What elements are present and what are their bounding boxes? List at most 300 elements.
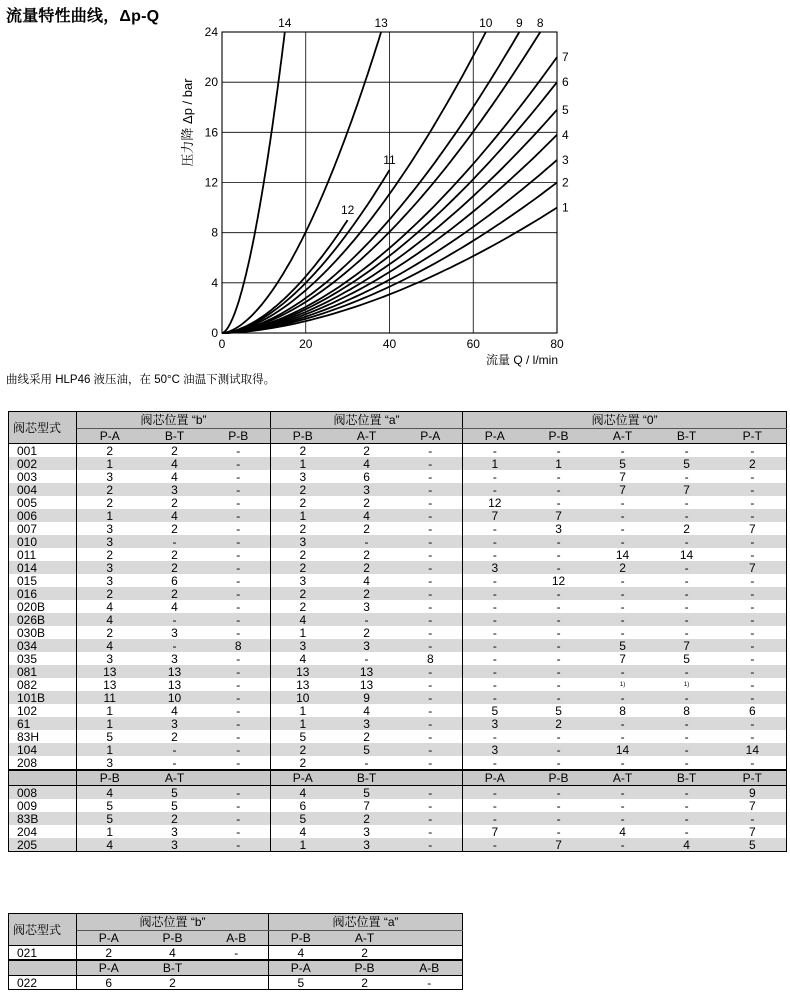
table-cell: 3 [171, 626, 178, 639]
table-cell: 7 [655, 483, 719, 496]
table-cell: - [719, 812, 787, 825]
table-cell: - [143, 535, 207, 548]
table-cell: - [399, 613, 463, 626]
table-cell: 14 [719, 743, 787, 756]
table-cell: - [399, 743, 463, 756]
table-cell: - [620, 522, 625, 535]
table-cell: - [463, 652, 527, 665]
table-cell: 13 [271, 665, 335, 678]
table-cell: - [655, 812, 719, 825]
table-cell: - [750, 626, 755, 639]
table-cell: 13 [335, 665, 399, 678]
column-header: P-A [77, 931, 141, 946]
spool-model: 016 [9, 587, 77, 600]
table-cell: 8 [207, 639, 271, 652]
table-cell: - [463, 483, 527, 496]
series-label: 8 [536, 16, 544, 30]
table-cell: - [428, 443, 433, 457]
table-cell: - [463, 574, 527, 587]
flow-chart [0, 0, 790, 372]
table-cell: 3 [335, 483, 399, 496]
table-cell: - [463, 678, 527, 691]
table-cell: 2 [271, 587, 335, 600]
table-cell: 1 [271, 717, 335, 730]
x-tick-label: 80 [550, 337, 564, 351]
table-cell: - [143, 639, 207, 652]
table-cell: 1) [619, 681, 626, 688]
spool-model: 008 [9, 786, 77, 800]
table-cell: 12 [463, 496, 527, 509]
table-cell: 3 [271, 574, 335, 587]
table-cell: 5 [77, 812, 143, 825]
table-cell: - [620, 730, 625, 743]
table-cell: - [463, 730, 527, 743]
table-cell: 1 [77, 704, 143, 717]
table-cell: - [591, 786, 655, 800]
table-cell: 1 [271, 838, 335, 852]
x-axis-label: 流量 Q / l/min [486, 353, 559, 367]
table-cell: - [463, 587, 527, 600]
table-cell: - [684, 626, 689, 639]
table-cell: 7 [527, 509, 591, 522]
table-cell: - [463, 838, 527, 852]
table-cell: 3 [77, 561, 143, 574]
table-cell: - [399, 535, 463, 548]
table-cell: - [428, 704, 433, 717]
empty-cell [9, 960, 77, 976]
table-cell: 2 [143, 587, 207, 600]
column-header [397, 931, 463, 946]
table-cell: - [750, 678, 755, 691]
table-cell: - [527, 535, 591, 548]
table-cell: - [463, 665, 527, 678]
table-cell: 13 [77, 678, 143, 691]
column-header: B-T [335, 770, 399, 786]
table-cell: 4 [77, 639, 143, 652]
column-header: P-A [271, 770, 335, 786]
table-cell: 2 [77, 483, 143, 496]
table-cell: 2 [271, 496, 335, 509]
y-axis-label: 压力降 Δp / bar [180, 78, 195, 167]
table-cell: - [527, 691, 591, 704]
table-cell: - [399, 691, 463, 704]
table-cell: - [463, 613, 527, 626]
table-cell: - [428, 548, 433, 561]
table-cell: 2 [77, 496, 143, 509]
column-header: B-T [141, 960, 205, 976]
table-cell: - [399, 587, 463, 600]
table-cell: 3 [363, 600, 370, 613]
table-cell: 4 [77, 838, 143, 852]
table-cell: 11 [77, 691, 143, 704]
table-cell: - [556, 652, 561, 665]
spool-model: 011 [17, 548, 37, 561]
table-cell: 4 [271, 613, 335, 626]
table-cell: 7 [749, 522, 756, 535]
table-cell: 3 [463, 717, 527, 730]
table-cell: - [556, 470, 561, 483]
chart-note: 曲线采用 HLP46 液压油，在 50°C 油温下测试取得。 [6, 374, 276, 386]
series-label: 5 [562, 102, 569, 117]
table-cell: - [428, 496, 433, 509]
table-cell: - [236, 600, 241, 613]
table-cell: 2 [271, 444, 335, 458]
table-cell: 3 [171, 652, 178, 665]
column-header: B-T [143, 429, 207, 444]
table-cell: 9 [335, 691, 399, 704]
table-row [9, 574, 787, 587]
spool-table-main [8, 411, 787, 852]
table-cell: 2 [271, 561, 335, 574]
table-cell: 5 [171, 799, 178, 812]
table-cell: - [655, 665, 719, 678]
table-cell: 14 [591, 743, 655, 756]
table-row [9, 613, 787, 626]
column-header: B-T [655, 770, 719, 786]
table-cell: 13 [77, 665, 143, 678]
table-cell: 6 [363, 470, 370, 483]
table-row [9, 509, 787, 522]
table-cell: - [655, 587, 719, 600]
table-cell: - [591, 691, 655, 704]
table-cell: 3 [77, 756, 143, 770]
table-cell: - [620, 756, 625, 770]
y-tick-label: 0 [211, 326, 218, 340]
table-cell: - [236, 730, 241, 743]
table-cell: 4 [619, 825, 626, 838]
table-cell: - [556, 825, 561, 838]
table-cell: - [143, 743, 207, 756]
table-cell: 2 [363, 730, 370, 743]
table-row [9, 522, 787, 535]
series-label: 3 [562, 152, 569, 167]
table-cell: 2 [683, 522, 690, 535]
table-cell: - [684, 443, 689, 457]
table-cell: - [750, 496, 755, 509]
table-cell: 7 [749, 799, 756, 812]
table-cell: 4 [171, 704, 178, 717]
table-cell: - [556, 626, 561, 639]
spool-model: 015 [17, 574, 38, 587]
column-header: P-B [271, 429, 335, 444]
table-cell: 2 [363, 522, 370, 535]
column-header: P-A [77, 960, 141, 976]
table-cell: - [172, 756, 177, 770]
table-cell: - [719, 639, 787, 652]
table-cell: 5 [143, 786, 207, 800]
table-cell: 3 [171, 825, 178, 838]
table-cell: - [527, 587, 591, 600]
table-cell: - [655, 561, 719, 574]
table-cell: 2 [527, 717, 591, 730]
table-cell: - [750, 730, 755, 743]
table-cell: - [655, 743, 719, 756]
table-row [9, 678, 787, 691]
table-row [9, 548, 787, 561]
column-header: P-T [719, 429, 787, 444]
table-cell: 2 [363, 443, 370, 457]
table-cell: - [399, 457, 463, 470]
spool-model: 082 [17, 678, 38, 691]
spool-model: 020B [17, 600, 46, 613]
table-row [9, 483, 787, 496]
series-label: 7 [562, 50, 569, 65]
series-label: 2 [562, 175, 569, 190]
table-row [9, 756, 787, 770]
column-header: A-T [591, 770, 655, 786]
table-cell: 14 [679, 548, 694, 561]
column-header: P-A [463, 770, 527, 786]
table-cell: - [556, 678, 561, 691]
table-cell: - [207, 812, 271, 825]
table-cell: - [463, 444, 527, 458]
spool-model: 014 [9, 561, 77, 574]
table-cell: 14 [615, 548, 630, 561]
table-cell: 9 [719, 786, 787, 800]
table-cell: 2 [171, 496, 178, 509]
table-cell: - [335, 535, 399, 548]
table-cell: 5 [591, 457, 655, 470]
table-cell: - [364, 756, 369, 770]
table-cell: - [719, 691, 787, 704]
table-cell: 2 [143, 812, 207, 825]
table-cell: - [399, 786, 463, 800]
column-header: P-B [527, 429, 591, 444]
table-cell: - [620, 600, 625, 613]
table-cell: 7 [591, 483, 655, 496]
spool-model: 004 [9, 483, 77, 496]
table-cell: 2 [271, 483, 335, 496]
table-cell: - [684, 799, 689, 812]
spool-model: 006 [9, 509, 77, 522]
sub-header-row [9, 960, 463, 976]
table-cell: 1 [77, 743, 143, 756]
table-cell: - [527, 561, 591, 574]
column-header: P-A [269, 960, 333, 976]
column-header: A-T [335, 429, 399, 444]
column-header: A-B [397, 960, 463, 976]
spool-model: 001 [17, 443, 38, 457]
spool-model: 026B [9, 613, 77, 626]
table-cell: 2 [271, 600, 335, 613]
table-cell: - [684, 600, 689, 613]
table-cell: 13 [271, 678, 335, 691]
table-cell: 5 [335, 743, 399, 756]
y-tick-label: 4 [211, 275, 218, 290]
table-cell: 13 [359, 678, 374, 691]
table-cell: - [620, 574, 625, 587]
group-header-b: 阀芯位置 “b” [77, 412, 271, 429]
spool-table-small [8, 913, 463, 990]
table-cell: 2 [271, 522, 335, 535]
table-cell: 1 [77, 717, 143, 730]
table-cell: 8 [683, 704, 690, 717]
table-cell: - [335, 613, 399, 626]
table-cell: - [556, 756, 561, 770]
series-label: 1 [562, 200, 569, 215]
table-cell: - [399, 665, 463, 678]
table-cell: - [207, 587, 271, 600]
table-cell: - [463, 691, 527, 704]
table-cell: 7 [749, 825, 756, 838]
table-cell: 3 [77, 470, 143, 483]
table-cell: - [527, 665, 591, 678]
table-cell: - [207, 561, 271, 574]
table-cell: - [750, 443, 755, 457]
table-cell: - [236, 470, 241, 483]
table-cell: 2 [363, 626, 370, 639]
x-tick-label: 60 [466, 337, 480, 351]
table-cell: - [527, 639, 591, 652]
table-row [9, 825, 787, 838]
series-label: 14 [278, 16, 292, 30]
table-cell: 5 [335, 786, 399, 800]
x-tick-label: 20 [299, 337, 313, 351]
table-cell: 3 [335, 717, 399, 730]
table-row [9, 457, 787, 470]
spool-model: 83H [17, 730, 40, 743]
table-row [9, 730, 787, 743]
table-row [9, 600, 787, 613]
table-cell: 3 [271, 470, 335, 483]
spool-model: 104 [9, 743, 77, 756]
table-cell: - [207, 535, 271, 548]
table-cell: 4 [143, 509, 207, 522]
table-cell: 5 [77, 799, 143, 812]
table-cell: - [236, 522, 241, 535]
table-cell: - [463, 548, 527, 561]
spool-model: 101B [9, 691, 77, 704]
table-cell: 7 [619, 470, 626, 483]
table-cell: 4 [363, 574, 370, 587]
table-cell: - [207, 613, 271, 626]
column-header: A-T [333, 931, 397, 946]
table-cell: - [463, 639, 527, 652]
table-cell: - [655, 691, 719, 704]
y-tick-label: 24 [204, 25, 218, 39]
table-cell: - [428, 756, 433, 770]
y-tick-label: 8 [211, 225, 218, 240]
table-cell: - [397, 976, 463, 990]
table-cell: - [207, 838, 271, 852]
table-cell: - [428, 626, 433, 639]
table-cell: 4 [655, 838, 719, 852]
table-cell: 7 [719, 561, 787, 574]
column-header: P-A [77, 429, 143, 444]
spool-model: 002 [9, 457, 77, 470]
table-row [9, 535, 787, 548]
table-cell: 4 [335, 509, 399, 522]
table-cell: - [399, 812, 463, 825]
table-cell: - [428, 522, 433, 535]
table-row [9, 626, 787, 639]
table-cell: 3 [335, 639, 399, 652]
table-cell: 3 [463, 743, 527, 756]
column-header: P-A [399, 429, 463, 444]
table-cell: - [428, 600, 433, 613]
table-cell: - [463, 600, 527, 613]
table-cell: - [236, 652, 241, 665]
table-cell: - [556, 730, 561, 743]
table-cell: 4 [171, 600, 178, 613]
table-cell: 1) [683, 681, 690, 688]
spool-model: 61 [9, 717, 77, 730]
table-cell: 4 [171, 470, 178, 483]
series-label: 6 [562, 75, 569, 90]
column-header [205, 960, 269, 976]
table-row [9, 812, 787, 825]
spool-model: 204 [17, 825, 38, 838]
table-cell: - [620, 496, 625, 509]
table-cell: - [719, 613, 787, 626]
table-cell: 2 [363, 496, 370, 509]
table-cell: - [655, 613, 719, 626]
table-cell: - [463, 626, 527, 639]
table-cell: - [655, 535, 719, 548]
table-cell: - [556, 443, 561, 457]
table-cell: - [684, 730, 689, 743]
table-cell: 2 [363, 548, 370, 561]
table-cell: 10 [143, 691, 207, 704]
table-cell: - [527, 483, 591, 496]
table-cell: 3 [555, 522, 562, 535]
page-title: 流量特性曲线，Δp-Q [6, 8, 160, 25]
table-row [9, 639, 787, 652]
chart-ticks [205, 25, 564, 351]
column-header: P-B [77, 770, 143, 786]
table-cell: 4 [269, 946, 333, 961]
column-header: A-T [143, 770, 207, 786]
model-header: 阀芯型式 [9, 412, 77, 444]
table-cell: - [236, 704, 241, 717]
spool-model: 83B [9, 812, 77, 825]
spool-model: 208 [17, 756, 38, 770]
table-cell: 4 [141, 946, 205, 961]
table-cell: - [719, 587, 787, 600]
table-cell: 5 [77, 730, 143, 743]
table-cell: 7 [463, 825, 527, 838]
table-cell: 2 [141, 976, 205, 990]
table-cell: - [750, 756, 755, 770]
table-cell: - [364, 652, 369, 665]
table-cell [205, 976, 269, 990]
table-cell: - [719, 483, 787, 496]
table-cell: 6 [77, 976, 141, 990]
spool-model: 081 [9, 665, 77, 678]
table-cell: 10 [271, 691, 335, 704]
table-cell: - [655, 717, 719, 730]
column-header: P-B [333, 960, 397, 976]
table-row [9, 976, 463, 990]
table-cell: 1 [463, 457, 527, 470]
table-cell: - [719, 535, 787, 548]
table-cell: - [719, 665, 787, 678]
table-row [9, 496, 787, 509]
column-header: P-T [719, 770, 787, 786]
spool-model: 035 [17, 652, 38, 665]
table-cell: 2 [271, 756, 335, 770]
table-cell: 2 [171, 730, 178, 743]
table-row [9, 717, 787, 730]
table-cell: 7 [619, 652, 626, 665]
table-cell: 4 [143, 457, 207, 470]
table-row [9, 470, 787, 483]
table-cell: - [143, 613, 207, 626]
table-cell: - [591, 838, 655, 852]
table-cell: - [719, 717, 787, 730]
column-header: P-B [207, 429, 271, 444]
table-cell: 3 [77, 652, 143, 665]
